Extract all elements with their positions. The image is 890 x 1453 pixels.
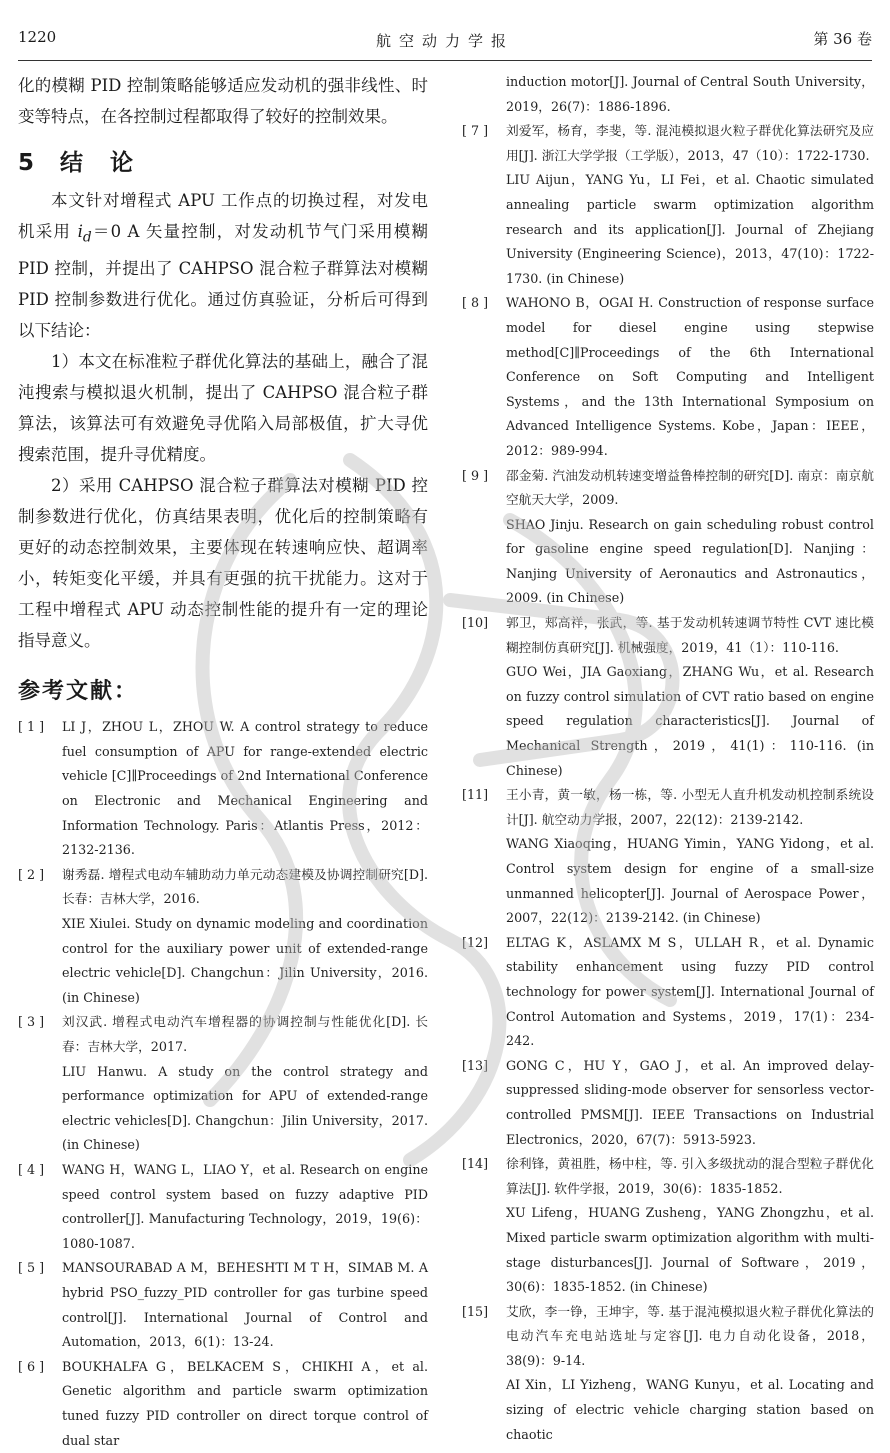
conclusion-paragraph-1: 本文针对增程式 APU 工作点的切换过程，对发电机采用 $i_d=0$ A 矢量控制，对发动机节气门采用模糊 PID 控制，并提出了 CAHPSO 混合粒子群算法对模糊 PID 控制参数进行优化。通过仿真验证，分析后可得到以下结论： xyxy=(18,191,428,341)
reference-number: [ 1 ] xyxy=(18,719,45,735)
reference-number: [10] xyxy=(462,615,489,631)
reference-number: [13] xyxy=(462,1057,489,1073)
reference-item xyxy=(462,783,874,931)
reference-line: 郭卫，郏高祥，张武，等. 基于发动机转速调节特性 CVT 速比模糊控制仿真研究[J]. 机械强度，2019，41（1）：110-116. xyxy=(506,615,874,655)
reference-line: WANG Xiaoqing，HUANG Yimin，YANG Yidong，et al. Control system design for engine of a small-size unmanned helicopter[J]. Journal of Aerospace Power，2007，22(12)：2139-2142. (in Chinese) xyxy=(506,836,874,926)
reference-item xyxy=(462,464,874,612)
reference-number: [ 3 ] xyxy=(18,1014,45,1030)
reference-text xyxy=(506,1152,874,1300)
reference-item xyxy=(462,1300,874,1448)
reference-line: GONG C，HU Y，GAO J，et al. An improved delay-suppressed sliding-mode observer for sensorless vector-controlled PMSM[J]. IEEE Transactions on Industrial Electronics，2020，67(7)：5913-5923. xyxy=(506,1057,874,1147)
reference-item xyxy=(462,1152,874,1300)
reference-item xyxy=(18,1256,428,1354)
reference-line: BOUKHALFA G，BELKACEM S，CHIKHI A，et al. Genetic algorithm and particle swarm optimization tuned fuzzy PID controller on direct torque control of dual star xyxy=(62,1358,428,1448)
conclusion-paragraph-3: 2）采用 CAHPSO 混合粒子群算法对模糊 PID 控制参数进行优化，仿真结果表明，优化后的控制策略有更好的动态控制效果，主要体现在转速响应快、超调率小，转矩变化平缓，并具有更强的抗干扰能力。这对于工程中增程式 APU 动态控制性能的提升有一定的理论指导意义。 xyxy=(18,476,428,651)
references-title: 参考文献： xyxy=(18,679,139,705)
section-heading xyxy=(18,144,428,177)
reference-item xyxy=(462,70,874,119)
reference-text xyxy=(62,863,428,1011)
reference-item xyxy=(18,863,428,1011)
reference-line: 谢秀磊. 增程式电动车辅助动力单元动态建模及协调控制研究[D]. 长春：吉林大学，2016. xyxy=(62,866,428,907)
reference-number: [ 5 ] xyxy=(18,1260,45,1276)
reference-item xyxy=(18,715,428,863)
intro-paragraph: 化的模糊 PID 控制策略能够适应发动机的强非线性、时变等特点，在各控制过程都取得了较好的控制效果。 xyxy=(18,76,428,126)
page-header xyxy=(18,26,872,61)
reference-item xyxy=(462,611,874,783)
reference-text xyxy=(506,1300,874,1448)
reference-line: 刘爱军，杨育，李斐，等. 混沌模拟退火粒子群优化算法研究及应用[J]. 浙江大学学报（工学版），2013，47（10）：1722-1730. xyxy=(506,123,874,163)
reference-text xyxy=(62,1158,428,1256)
reference-text xyxy=(506,464,874,612)
reference-line: GUO Wei，JIA Gaoxiang，ZHANG Wu，et al. Research on fuzzy control simulation of CVT ratio based on engine speed regulation characteristics[J]. Journal of Mechanical Strength，2019，41(1)：110-116. (in Chinese) xyxy=(506,664,874,778)
reference-line: LI J，ZHOU L，ZHOU W. A control strategy to reduce fuel consumption of APU for range-extended electric vehicle [C]∥Proceedings of 2nd International Conference on Electronic and Mechanical Engineering and Information Technology. Paris：Atlantis Press，2012：2132-2136. xyxy=(62,719,428,858)
reference-item xyxy=(462,1054,874,1152)
reference-item xyxy=(18,1158,428,1256)
reference-number: [12] xyxy=(462,934,489,950)
reference-list-left xyxy=(18,715,428,1453)
reference-item xyxy=(462,291,874,463)
reference-line: LIU Hanwu. A study on the control strategy and performance optimization for APU of extended-range electric vehicles[D]. Changchun：Jilin University，2017. (in Chinese) xyxy=(62,1063,428,1153)
reference-line: XIE Xiulei. Study on dynamic modeling and coordination control for the auxiliary power unit of extended-range electric vehicle[D]. Changchun：Jilin University，2016. (in Chinese) xyxy=(62,916,428,1005)
reference-item xyxy=(462,931,874,1054)
reference-text xyxy=(462,70,874,119)
reference-number: [ 7 ] xyxy=(462,123,489,139)
reference-text xyxy=(62,1256,428,1354)
reference-number: [ 2 ] xyxy=(18,866,45,882)
right-column xyxy=(462,70,874,1442)
reference-line: LIU Aijun，YANG Yu，LI Fei，et al. Chaotic simulated annealing particle swarm optimization algorithm research and its application[J]. Journal of Zhejiang University (Engineering Science)，2013，47(10)：1722-1730. (in Chinese) xyxy=(506,172,874,286)
reference-line: 刘汉武. 增程式电动汽车增程器的协调控制与性能优化[D]. 长春：吉林大学，2017. xyxy=(62,1014,428,1055)
reference-line: 王小青，黄一敏，杨一栋，等. 小型无人直升机发动机控制系统设计[J]. 航空动力学报，2007，22(12)：2139-2142. xyxy=(506,787,874,827)
reference-line: WANG H，WANG L，LIAO Y，et al. Research on engine speed control system based on fuzzy adaptive PID controller[J]. Manufacturing Technology，2019，19(6)：1080-1087. xyxy=(62,1161,428,1251)
reference-line: ELTAG K，ASLAMX M S，ULLAH R，et al. Dynamic stability enhancement using fuzzy PID control technology for power system[J]. International Journal of Control Automation and Systems，2019，17(1)：234-242. xyxy=(506,934,874,1049)
reference-line: SHAO Jinju. Research on gain scheduling robust control for gasoline engine speed regulation[D]. Nanjing：Nanjing University of Aeronautics and Astronautics，2009. (in Chinese) xyxy=(506,516,874,606)
section-number: 5 xyxy=(18,150,37,176)
reference-number: [ 6 ] xyxy=(18,1358,45,1374)
reference-number: [15] xyxy=(462,1303,489,1319)
reference-number: [ 9 ] xyxy=(462,467,489,483)
journal-title: 航空动力学报 xyxy=(375,32,514,50)
reference-line: induction motor[J]. Journal of Central South University，2019，26(7)：1886-1896. xyxy=(506,74,874,114)
reference-text xyxy=(506,291,874,463)
reference-line: 徐利锋，黄祖胜，杨中柱，等. 引入多级扰动的混合型粒子群优化算法[J]. 软件学报，2019，30(6)：1835-1852. xyxy=(506,1156,874,1196)
reference-text xyxy=(506,1054,874,1152)
reference-item xyxy=(462,119,874,291)
volume-label: 第 36 卷 xyxy=(813,30,872,48)
reference-list-right xyxy=(462,70,874,1447)
conclusion-paragraph-2: 1）本文在标准粒子群优化算法的基础上，融合了混沌搜索与模拟退火机制，提出了 CAHPSO 混合粒子群算法，该算法可有效避免寻优陷入局部极值，扩大寻优搜索范围，提升寻优精度。 xyxy=(18,352,428,465)
reference-item xyxy=(18,1010,428,1158)
page-number: 1220 xyxy=(18,28,57,46)
section-title: 结 论 xyxy=(60,150,136,176)
left-column xyxy=(18,70,428,1448)
reference-text xyxy=(506,931,874,1054)
reference-line: AI Xin，LI Yizheng，WANG Kunyu，et al. Locating and sizing of electric vehicle charging station based on chaotic xyxy=(506,1377,874,1442)
reference-line: WAHONO B，OGAI H. Construction of response surface model for diesel engine using stepwise method[C]∥Proceedings of the 6th International Conference on Soft Computing and Intelligent Systems，and the 13th International Symposium on Advanced Intelligence Systems. Kobe，Japan：IEEE，2012：989-994. xyxy=(506,295,874,458)
reference-text xyxy=(506,783,874,931)
current-variable: i xyxy=(77,222,83,241)
reference-text xyxy=(62,1010,428,1158)
reference-item xyxy=(18,1355,428,1453)
reference-text xyxy=(506,119,874,291)
reference-line: 邵金菊. 汽油发动机转速变增益鲁棒控制的研究[D]. 南京：南京航空航天大学，2009. xyxy=(506,467,874,508)
reference-line: 艾欣，李一铮，王坤宇，等. 基于混沌模拟退火粒子群优化算法的电动汽车充电站选址与定容[J]. 电力自动化设备，2018，38(9)：9-14. xyxy=(506,1303,874,1368)
reference-number: [14] xyxy=(462,1156,489,1172)
reference-number: [ 4 ] xyxy=(18,1161,45,1177)
reference-number: [11] xyxy=(462,787,489,803)
reference-line: XU Lifeng，HUANG Zusheng，YANG Zhongzhu，et al. Mixed particle swarm optimization algorithm with multi-stage disturbances[J]. Journal of Software，2019，30(6)：1835-1852. (in Chinese) xyxy=(506,1205,874,1295)
reference-line: MANSOURABAD A M，BEHESHTI M T H，SIMAB M. A hybrid PSO_fuzzy_PID controller for gas turbine speed control[J]. International Journal of Control and Automation，2013，6(1)：13-24. xyxy=(62,1260,428,1350)
reference-text xyxy=(62,1355,428,1453)
reference-text xyxy=(506,611,874,783)
reference-number: [ 8 ] xyxy=(462,295,489,311)
reference-text xyxy=(62,715,428,863)
current-subscript: d xyxy=(82,229,92,246)
